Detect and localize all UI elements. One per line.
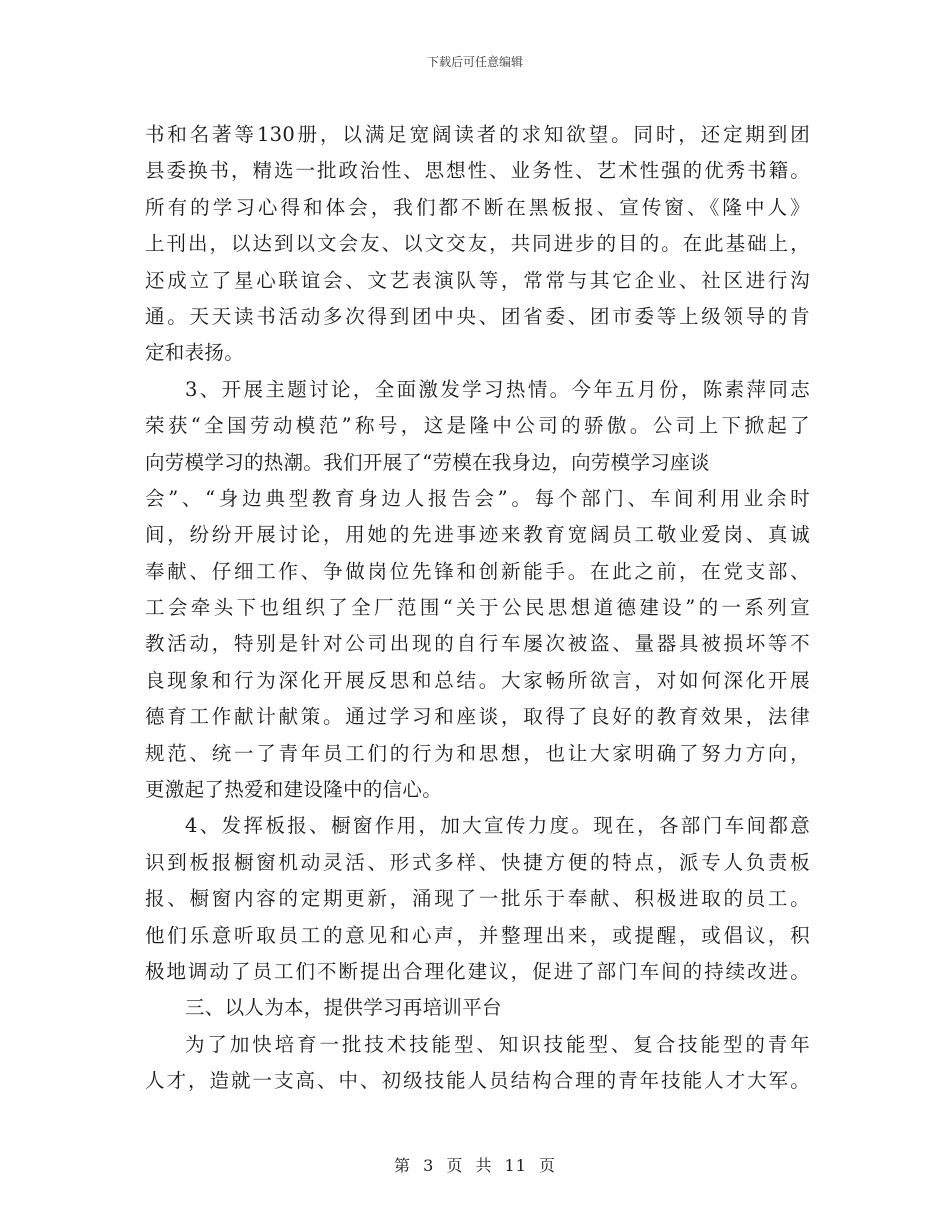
page-footer: 第 3 页 共 11 页 [394, 1156, 556, 1175]
text-line: 所有的学习心得和体会，我们都不断在黑板报、宣传窗、《隆中人》 [145, 195, 810, 219]
text-line: 上刊出，以达到以文会友、以文交友，共同进步的目的。在此基础上， [145, 232, 810, 256]
text-line: 人才，造就一支高、中、初级技能人员结构合理的青年技能人才大军。 [145, 1069, 810, 1093]
text-line: 奉献、仔细工作、争做岗位先锋和创新能手。在此之前，在党支部、 [145, 559, 810, 583]
text-line: 荣获“全国劳动模范”称号，这是隆中公司的骄傲。公司上下掀起了 [145, 414, 810, 438]
text-line: 更激起了热爱和建设隆中的信心。 [145, 778, 443, 802]
text-line: 向劳模学习的热潮。我们开展了“劳模在我身边，向劳模学习座谈 [145, 450, 710, 474]
text-line: 良现象和行为深化开展反思和总结。大家畅所欲言，对如何深化开展 [145, 668, 810, 692]
text-line: 4、发挥板报、橱窗作用，加大宣传力度。现在，各部门车间都意 [185, 814, 810, 838]
text-line: 3、开展主题讨论，全面激发学习热情。今年五月份，陈素萍同志 [185, 377, 810, 401]
text-line: 规范、统一了青年员工们的行为和思想，也让大家明确了努力方向， [145, 741, 810, 765]
text-line: 县委换书，精选一批政治性、思想性、业务性、艺术性强的优秀书籍。 [145, 159, 810, 183]
text-line: 还成立了星心联谊会、文艺表演队等，常常与其它企业、社区进行沟 [145, 268, 810, 292]
text-line: 极地调动了员工们不断提出合理化建议，促进了部门车间的持续改进。 [145, 959, 810, 983]
text-line: 识到板报橱窗机动灵活、形式多样、快捷方便的特点，派专人负责板 [145, 850, 810, 874]
text-line: 定和表扬。 [145, 341, 245, 365]
text-line: 会”、“身边典型教育身边人报告会”。每个部门、车间利用业余时 [145, 486, 810, 510]
text-line: 为了加快培育一批技术技能型、知识技能型、复合技能型的青年 [185, 1032, 810, 1056]
page-header: 下载后可任意编辑 [426, 55, 523, 69]
text-line: 他们乐意听取员工的意见和心声，并整理出来，或提醒，或倡议，积 [145, 923, 810, 947]
text-line: 德育工作献计献策。通过学习和座谈，取得了良好的教育效果，法律 [145, 705, 810, 729]
text-line: 书和名著等130册，以满足宽阔读者的求知欲望。同时，还定期到团 [145, 123, 810, 146]
text-line: 报、橱窗内容的定期更新，涌现了一批乐于奉献、积极进取的员工。 [145, 887, 810, 911]
text-line: 通。天天读书活动多次得到团中央、团省委、团市委等上级领导的肯 [145, 304, 810, 328]
body-text [145, 117, 810, 1100]
text-line: 教活动，特别是针对公司出现的自行车屡次被盗、量器具被损坏等不 [145, 632, 810, 656]
text-line: 间，纷纷开展讨论，用她的先进事迹来教育宽阔员工敬业爱岗、真诚 [145, 523, 810, 547]
text-line: 三、以人为本，提供学习再培训平台 [185, 996, 502, 1020]
text-line: 工会牵头下也组织了全厂范围“关于公民思想道德建设”的一系列宣 [145, 596, 810, 620]
